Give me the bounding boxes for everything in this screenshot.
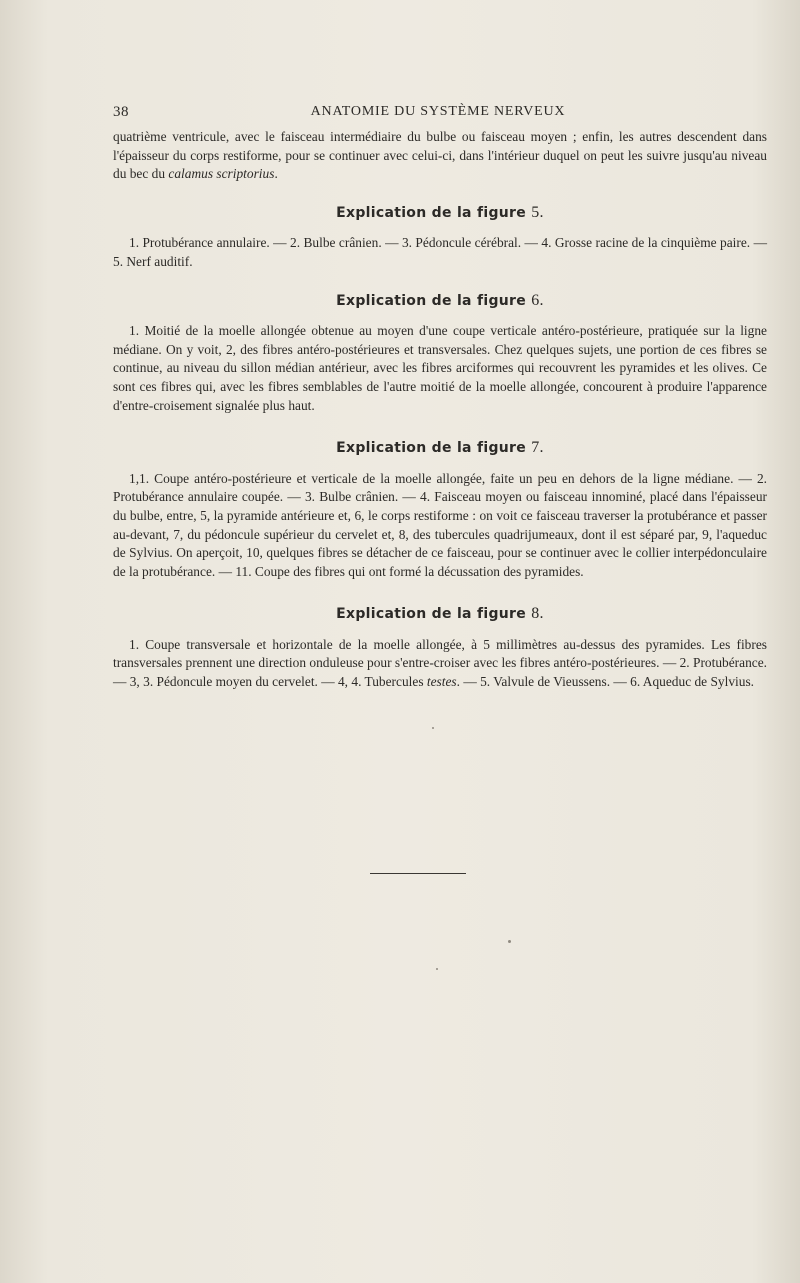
page-number: 38 [113,104,129,120]
section-title-text: Explication de la figure [336,292,527,309]
paper-speck [432,727,434,729]
figure-number: 5. [531,203,544,221]
section-title-text: Explication de la figure [336,440,527,457]
legend-figure-5: 1. Protubérance annulaire. — 2. Bulbe crânien. — 3. Pédoncule cérébral. — 4. Grosse racine de la cinquième paire. — 5. Nerf auditif. [113,235,767,269]
section-title-figure-7 [113,439,767,458]
page-header [113,104,763,124]
figure-number: 8. [531,605,544,623]
paper-speck [436,968,438,970]
figure-number: 6. [531,291,544,309]
legend-figure-7: 1,1. Coupe antéro-postérieure et verticale de la moelle allongée, faite un peu en dehors de la ligne médiane. — 2. Protubérance annulaire coupée. — 3. Bulbe crânien. — 4. Faisceau moyen ou faisceau innominé, placé dans l'épaisseur du bulbe, entre, 5, la pyramide antérieure et, 6, le corps restiforme : on voit ce faisceau traverser la protubérance et passer au-devant, 7, du pédoncule supérieur du cervelet et, 8, des tubercules quadrijumeaux, dont il est séparé par, 9, l'aqueduc de Sylvius. On aperçoit, 10, quelques fibres se détacher de ce faisceau, pour se continuer avec le collier interpédonculaire de la protubérance. — 11. Coupe des fibres qui ont formé la décussation des pyramides. [113,470,767,579]
end-rule [370,873,466,874]
legend-figure-8-text-end: . — 5. Valvule de Vieussens. — 6. Aqueduc de Sylvius. [456,674,755,690]
figure-number: 7. [531,439,544,457]
legend-figure-8-italic-term: testes [426,674,457,690]
section-title-text: Explication de la figure [336,606,527,623]
section-title-figure-6 [113,292,767,311]
section-title-figure-5 [113,204,767,223]
section-title-text: Explication de la figure [336,204,527,221]
legend-figure-6: 1. Moitié de la moelle allongée obtenue au moyen d'une coupe verticale antéro-postérieure, pratiquée sur la ligne médiane. On y voit, 2, des fibres antéro-postérieures et transversales. Chez quelques sujets, une portion de ces fibres se continue, au niveau du sillon médian antérieur, avec les fibres arciformes qui recouvrent les pyramides et les olives. Ce sont ces fibres qui, avec les fibres semblables de l'autre moitié de la moelle allongée, concourent à produire l'apparence d'entre-croisement signalée plus haut. [113,323,767,413]
intro-italic-term: calamus scriptorius [168,166,275,182]
legend-figure-8 [113,636,767,692]
body-text [113,128,767,692]
intro-paragraph [113,128,767,184]
intro-text: quatrième ventricule, avec le faisceau intermédiaire du bulbe ou faisceau moyen ; enfin, les autres descendent dans l'épaisseur du corps restiforme, pour se continuer avec celui-ci, dans l'intérieur duquel on peut les suivre jusqu'au niveau du bec du [113,129,767,182]
intro-text-end: . [274,166,278,182]
paper-speck [508,940,511,943]
running-title: ANATOMIE DU SYSTÈME NERVEUX [310,104,566,119]
section-title-figure-8 [113,605,767,624]
legend-figure-8-text: 1. Coupe transversale et horizontale de la moelle allongée, à 5 millimètres au-dessus des pyramides. Les fibres transversales prennent une direction onduleuse pour s'entre-croiser avec les fibres antéro-postérieures. — 2. Protubérance. — 3, 3. Pédoncule moyen du cervelet. — 4, 4. Tubercules [113,636,767,690]
